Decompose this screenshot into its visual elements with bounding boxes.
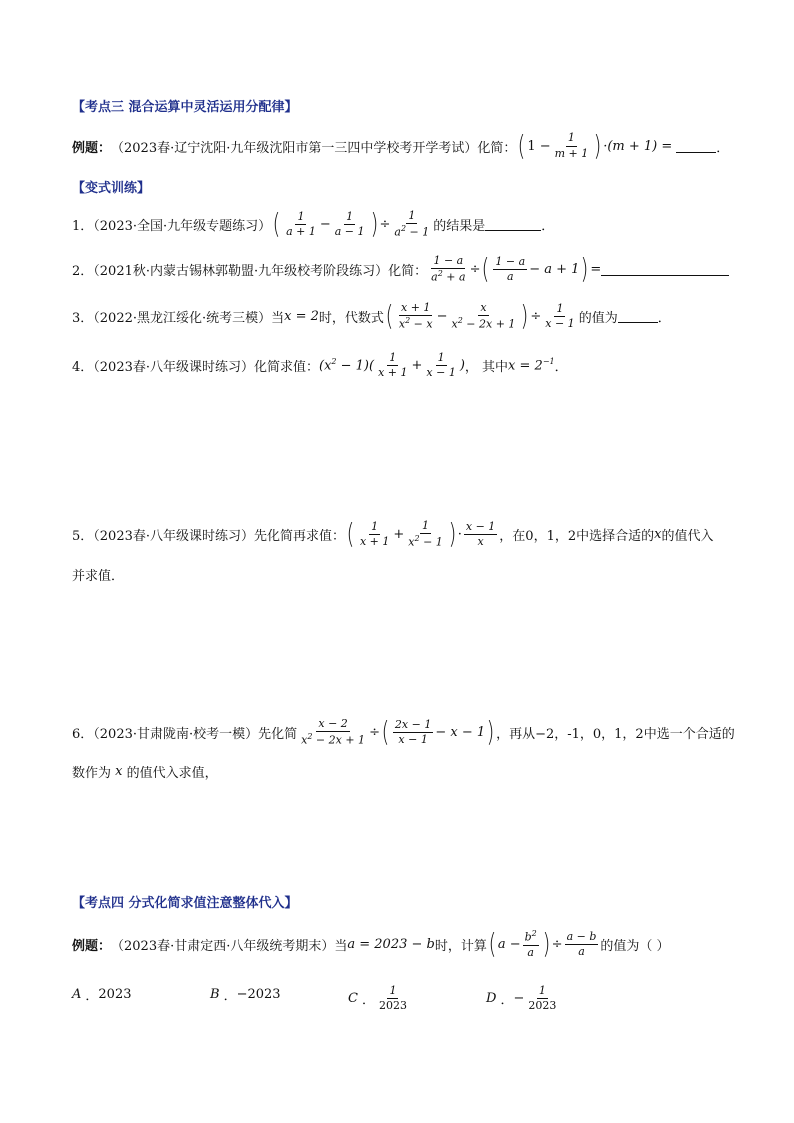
question-6-line2: 数作为 x 的值代入求值， — [72, 764, 218, 781]
option-b[interactable]: B ． −2023 — [210, 987, 281, 1004]
question-1-source: 1．（2023·全国·九年级专题练习） — [72, 218, 272, 234]
example-4-line: 例题： （2023春·甘肃定西·八年级统考期末）当 a = 2023 − b 时，计算 ( a − $\frac{b^2}{a}$ ) ÷ $\frac{a - b}{a}$ 的值为（ ） — [72, 927, 670, 961]
example-4-label: 例题： — [72, 938, 112, 954]
question-3-mid: 时，代数式 — [318, 310, 384, 326]
question-6-line2-text: 数作为 — [72, 766, 112, 781]
option-b-letter: B — [210, 987, 220, 1002]
question-6-source: 6．（2023·甘肃陇南·校考一模）先化简 — [72, 726, 298, 742]
option-a-letter: A — [72, 987, 82, 1002]
option-d[interactable]: D ． − $\frac{1}{2023}$ — [486, 984, 557, 1013]
section-title-4: 【考点四 分式化简求值注意整体代入】 — [72, 896, 298, 911]
example-line: 例题： （2023春·辽宁沈阳·九年级沈阳市第一三四中学校考开学考试）化简： ( 1 − $\frac{1}{m + 1}$ ) ·(m + 1) = ． — [72, 129, 730, 162]
question-5: 5．（2023春·八年级课时练习）先化简再求值： ( $\frac{1}{x + 1}$ + $\frac{1}{x^2 - 1}$ ) · $\frac{x - 1}{x}$ ，在0，1，2中选择合适的 x 的值代入 — [72, 517, 714, 551]
example-4-suffix: 的值为（ ） — [600, 938, 670, 954]
option-d-letter: D — [486, 991, 497, 1007]
example-label: 例题： — [72, 140, 112, 156]
option-b-value: −2023 — [236, 987, 281, 1002]
question-3-suffix: 的值为 — [578, 310, 618, 326]
question-5-suffix: 的值代入 — [661, 528, 714, 544]
example-4-mid: 时，计算 — [434, 938, 487, 954]
question-2: 2．（2021秋·内蒙古锡林郭勒盟·九年级校考阶段练习）化简： $\frac{1 - a}{a^2 + a}$ ÷ ( $\frac{1 - a}{a}$ − a + 1 ) = — [72, 255, 729, 284]
question-4-source: 4．（2023春·八年级课时练习）化简求值： — [72, 360, 319, 376]
question-1-suffix: 的结果是 — [433, 218, 486, 234]
example-text: （2023春·辽宁沈阳·九年级沈阳市第一三四中学校考开学考试）化简： — [111, 140, 517, 156]
option-d-fraction: $\frac{1}{2023}$ — [528, 984, 557, 1013]
option-a[interactable]: A ． 2023 — [72, 987, 132, 1004]
option-c-letter: C — [348, 991, 358, 1007]
question-4-suffix: ， 其中 — [464, 360, 509, 376]
question-6: 6．（2023·甘肃陇南·校考一模）先化简 $\frac{x - 2}{x^2 - 2x + 1}$ ÷ ( $\frac{2x - 1}{x - 1}$ − x − 1 ) ，再从−2，-1，0，1，2中选一个合适的 — [72, 715, 735, 749]
question-2-suffix: = — [590, 261, 602, 277]
section-title: 【考点三 混合运算中灵活运用分配律】 — [72, 100, 298, 115]
question-3-source: 3．（2022·黑龙江绥化·统考三模）当 — [72, 310, 285, 326]
question-5-line2: 并求值． — [72, 569, 125, 584]
practice-title: 【变式训练】 — [72, 181, 151, 196]
question-2-source: 2．（2021秋·内蒙古锡林郭勒盟·九年级校考阶段练习）化简： — [72, 263, 428, 279]
option-c[interactable]: C ． $\frac{1}{2023}$ — [348, 984, 407, 1013]
question-1: 1．（2023·全国·九年级专题练习） ( $\frac{1}{a + 1}$ − $\frac{1}{a - 1}$ ) ÷ $\frac{1}{a^2 - 1}$ 的结果是 ． — [72, 207, 555, 241]
option-c-fraction: $\frac{1}{2023}$ — [378, 984, 407, 1013]
option-a-value: 2023 — [98, 987, 132, 1002]
question-5-mid: ，在0，1，2中选择合适的 — [499, 528, 655, 544]
question-6-mid: ，再从−2，-1，0，1，2中选一个合适的 — [496, 726, 735, 742]
question-5-source: 5．（2023春·八年级课时练习）先化简再求值： — [72, 528, 345, 544]
example-4-text: （2023春·甘肃定西·八年级统考期末）当 — [111, 938, 348, 954]
question-3: 3．（2022·黑龙江绥化·统考三模）当 x = 2 时，代数式 ( $\frac{x + 1}{x^2 - x}$ − $\frac{x}{x^2 - 2x + 1}$ ) ÷ $\frac{1}{x - 1}$ 的值为 ． — [72, 299, 671, 333]
question-6-line2-suffix: 的值代入求值， — [126, 766, 218, 781]
question-4: 4．（2023春·八年级课时练习）化简求值： $(x^2 - 1)$( $\frac{1}{x + 1}$ + $\frac{1}{x - 1}$ ) ， 其中 $x = 2^{-1}$ ． — [72, 351, 568, 380]
